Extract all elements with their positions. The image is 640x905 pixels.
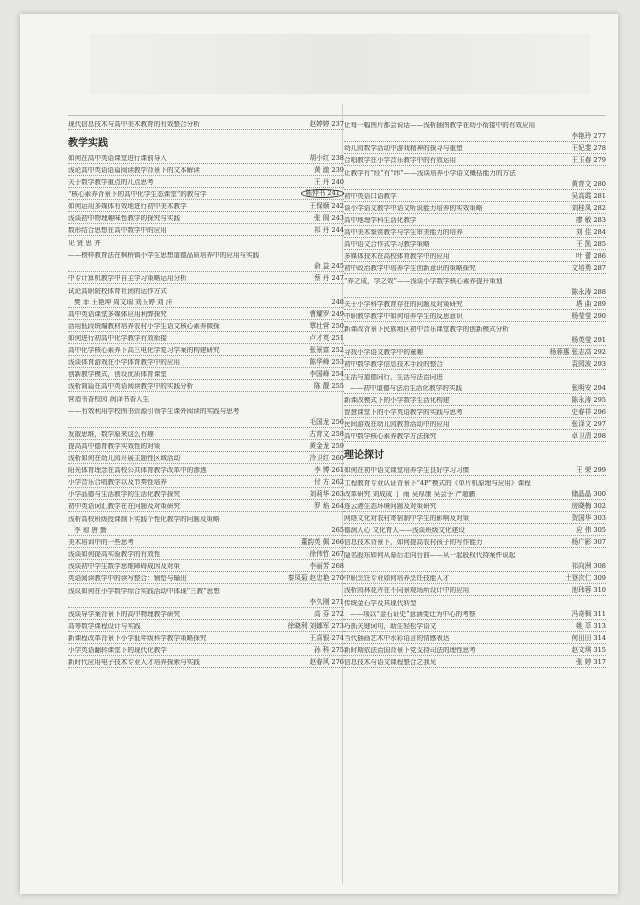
toc-entry: [68, 572, 344, 584]
entry-author-page: 冯奇枫 311: [571, 610, 606, 619]
entry-title: 高中语文合作式学习教学策略: [344, 241, 430, 248]
toc-entry: [68, 620, 344, 632]
entry-author-page: 黄金龙 259: [309, 442, 344, 451]
entry-title: 新时期依法治国背景下党支持司法的理性思考: [344, 647, 476, 654]
entry-author-page: 徐伟哲 267: [309, 550, 344, 559]
toc-entry: [68, 320, 344, 332]
entry-author-page: 李丽芳 268: [309, 562, 344, 571]
entry-author-page: 杨广影 307: [571, 538, 606, 547]
entry-title: 传统金石学及其现代转型: [344, 600, 417, 607]
entry-author-page: 李 博 261: [314, 466, 344, 475]
entry-author-page: 卓卫清 298: [571, 432, 606, 441]
toc-entry: [344, 488, 606, 500]
toc-entry: [344, 310, 606, 322]
entry-author-page: 何田田 314: [571, 634, 606, 643]
toc-entry: [344, 500, 606, 512]
entry-title: 高中化学核心素养下高三电化学复习学案的构建研究: [68, 347, 220, 354]
entry-author-page: 刘 佳 284: [576, 228, 606, 237]
entry-author-page: 池玮蓉 310: [571, 586, 606, 595]
entry-author-page: 董韵英 佩 266: [300, 538, 344, 547]
entry-title: 改革研究 刘成成 丁 雨 吴厚康 吴会予 严超鹏: [344, 491, 476, 498]
entry-title: 让每一幅图片都会说话——浅析插图教学在幼小衔接中的有效应用: [344, 122, 536, 129]
toc-entry: [68, 380, 344, 392]
toc-entry: [344, 298, 606, 310]
toc-entry-title-line: [344, 596, 606, 608]
entry-title: 发散思维，数学原来这么有趣: [68, 431, 154, 438]
entry-author-page: 袁园波 293: [571, 360, 606, 369]
entry-author-page: 应 伟 305: [576, 526, 606, 535]
toc-entry: [68, 200, 344, 212]
toc-entry: [68, 296, 344, 308]
entry-author-page: 文培勇 287: [571, 264, 606, 273]
toc-entry: [68, 632, 344, 644]
entry-author-page: 房晓梅 302: [571, 502, 606, 511]
entry-author-page: 王玉春 279: [571, 156, 606, 165]
entry-author-page: 张泽文 297: [571, 420, 606, 429]
entry-title: 美术培训中的一些思考: [68, 539, 134, 546]
entry-title: 高中地理学科生活化教学: [344, 217, 417, 224]
toc-entry: [344, 620, 606, 632]
entry-title: 浅谈导学案背景下的高中物理教学研究: [68, 611, 181, 618]
toc-entry-title-line: [68, 584, 344, 596]
toc-entry: [344, 464, 606, 476]
entry-title: 初中英语词汇教学在在问题及对策研究: [68, 503, 181, 510]
entry-title: 中职烹饪专业如何培养烹饪技能人才: [344, 575, 450, 582]
entry-title: 连云港生态环境问题及对策研究: [344, 503, 437, 510]
toc-entry: [344, 524, 606, 536]
entry-title: ——项以“金石证史”意涵变迁为中心的考察: [350, 611, 476, 618]
toc-entry: [344, 560, 606, 572]
toc-entry: [344, 130, 606, 142]
toc-entry: [344, 584, 606, 596]
toc-entry: [68, 536, 344, 548]
toc-entry-title-line: [344, 370, 606, 382]
entry-title: 活用低段统编教材培养农村小学生语文核心素养微探: [68, 323, 220, 330]
entry-author-page: 罗 焰 264: [314, 502, 344, 511]
toc-entry: [68, 344, 344, 356]
entry-title: 浅析如何在幼儿园开展主题性区域活动: [68, 455, 181, 462]
entry-author-page: 姚 萃 313: [576, 622, 606, 631]
toc-entry: [344, 202, 606, 214]
entry-title: 工程教育专业认证背景下“4P”模式的《单片机原理与应用》课程: [344, 480, 531, 487]
entry-author-page: 廖 敏 283: [576, 216, 606, 225]
entry-author-page: 刘莉华 263: [309, 490, 344, 499]
section-heading: 理论探讨: [344, 450, 384, 461]
entry-title: 浅谈如何提高实验教学的有效性: [68, 551, 161, 558]
toc-entry: [68, 644, 344, 656]
header-rule: [68, 115, 606, 116]
toc-entry: [344, 536, 606, 548]
toc-entry-title-line: [344, 322, 606, 334]
toc-entry: [68, 524, 344, 536]
entry-author-page: 李国峰 254: [309, 370, 344, 379]
entry-title: 网络文化对农村寄宿制中学生的影响及对策: [344, 515, 470, 522]
entry-title: 智慧课堂下的小学英语教学的实践与思考: [344, 409, 463, 416]
toc-entry: [344, 394, 606, 406]
journal-page: [20, 14, 618, 894]
entry-author-page: 张 阁 243: [314, 214, 344, 223]
entry-title: 如何进行初高中化学教学有效衔接: [68, 335, 167, 342]
toc-entry: [344, 226, 606, 238]
entry-title: 谈小学语文教学中语文听说能力培养的实效策略: [344, 205, 483, 212]
entry-title: 现代信息技术与高中美术教育的有效整合分析: [68, 121, 200, 128]
toc-entry-title-line: [68, 392, 344, 404]
entry-title: 生活与道德同行，生活与法治同进: [344, 374, 443, 381]
toc-entry-title-line: [344, 118, 606, 130]
entry-author-page: 王 荣 299: [576, 466, 606, 475]
toc-entry: [344, 142, 606, 154]
entry-title: 德润人心 文化育人——浅谈班级文化建设: [344, 527, 465, 534]
entry-title: 浅析简篇在高中英语阅读教学中的实践分析: [68, 383, 194, 390]
entry-author-page: 杨蓉惠 张志高 292: [549, 348, 606, 357]
entry-author-page: 王 丹 240: [314, 178, 344, 187]
entry-author-page: 陈华峰 253: [309, 358, 344, 367]
entry-title: 数形结合思想在高中数学中的应用: [68, 227, 167, 234]
entry-author-page: 张景富 252: [309, 346, 344, 355]
entry-title: 创新教学模式，创设优质体育课堂: [68, 371, 167, 378]
entry-title: 关于数学教学重点的几点思考: [68, 179, 154, 186]
entry-author-page: 李艳玲 277: [571, 132, 606, 141]
toc-entry: [68, 152, 344, 164]
entry-title: 阳光体育理念在高校公共体育教学改革中的渗透: [68, 467, 207, 474]
toc-entry: [344, 656, 606, 668]
entry-title: 李 琼 唐 勤: [74, 527, 107, 534]
toc-entry: [68, 118, 344, 130]
toc-entry: [344, 250, 606, 262]
entry-author-page: 陈 靓 255: [314, 382, 344, 391]
entry-author-page: 刘桂凤 282: [571, 204, 606, 213]
toc-entry: [68, 608, 344, 620]
entry-author-page: 赵文琪 315: [571, 646, 606, 655]
toc-entry: [68, 260, 344, 272]
toc-entry-title-line: [68, 404, 344, 416]
toc-entry: [68, 548, 344, 560]
entry-title: 寻找小学语文教学中的童趣: [344, 349, 424, 356]
toc-entry: [68, 416, 344, 428]
toc-entry: [344, 608, 606, 620]
toc-entry: [68, 464, 344, 476]
entry-author-page: 杨英莹 291: [571, 336, 606, 345]
entry-author-page: 吴高霞 281: [571, 192, 606, 201]
entry-author-page: 古育文 258: [309, 430, 344, 439]
entry-author-page: 胡小红 238: [309, 154, 344, 163]
entry-author-page: 265: [331, 526, 344, 535]
toc-entry: [68, 224, 344, 236]
entry-author-page: 毛国龙 256: [309, 418, 344, 427]
toc-entry: [344, 154, 606, 166]
entry-author-page: 徐晓利 刘娜军 273: [287, 622, 344, 631]
toc-entry: [68, 176, 344, 188]
entry-title: 隐名股东如何从幕后走向台前——从一起股权代持案件说起: [344, 552, 516, 559]
entry-author-page: 陈永涛 295: [571, 396, 606, 405]
entry-author-page: 曹耀罗 249: [309, 310, 344, 319]
entry-author-page: 祁 丹 244: [314, 226, 344, 235]
toc-entry: [344, 512, 606, 524]
entry-title: 浅谈初中学生数学思维障碍成因及对策: [68, 563, 181, 570]
entry-title: 浅析园林花卉在不同景观场所设计中的应用: [344, 587, 470, 594]
entry-title: “养之成，学之效”——浅谈小学数学核心素养提升策划: [344, 278, 503, 285]
entry-title: “核心素养背景下的高中化学生态课堂”的教与学: [68, 191, 207, 198]
toc-entry: [68, 596, 344, 608]
entry-author-page: 高 芬 272: [314, 610, 344, 619]
entry-author-page: 塔 曲 289: [576, 300, 606, 309]
toc-entry: [68, 308, 344, 320]
entry-title: 合唱教学在小学音乐教学中的有效运用: [344, 157, 457, 164]
entry-title: 初中数学教学信息技术手段的整合: [344, 361, 443, 368]
entry-title: 试论高职院校体育社团的运作方式: [68, 288, 167, 295]
entry-author-page: 史春祥 296: [571, 408, 606, 417]
toc-entry: [344, 262, 606, 274]
entry-author-page: 贺国华 303: [571, 514, 606, 523]
toc-entry-title-line: [344, 166, 606, 178]
entry-title: 浅议如何在小学数学综合实践活动中体现“三教”思想: [68, 588, 220, 595]
toc-left-column: [68, 118, 344, 668]
toc-entry-title-line: [68, 236, 344, 248]
entry-title: 如何运用多媒体有效地进行初中美术教学: [68, 203, 187, 210]
entry-title: 如何在初中语文课堂培养学生良好学习习惯: [344, 467, 470, 474]
toc-entry: [344, 382, 606, 394]
entry-author-page: 俞 益 245: [314, 262, 344, 271]
entry-title: 小学品德与生活教学的生活化教学探究: [68, 491, 181, 498]
toc-entry: [68, 164, 344, 176]
entry-title: 英语阅读教学中的读写整合：铺垫与输出: [68, 575, 187, 582]
toc-entry: [344, 286, 606, 298]
entry-author-page: 孙 科 275: [314, 646, 344, 655]
entry-author-page: 付 方 262: [314, 478, 344, 487]
entry-author-page: 蔡 丹 247: [314, 274, 344, 283]
toc-entry-title-line: [68, 248, 344, 260]
entry-title: 浅谈初中物理趣味性教学的探究与实践: [68, 215, 181, 222]
toc-entry: [344, 644, 606, 656]
toc-entry: [344, 430, 606, 442]
entry-author-page: 王 凯 285: [576, 240, 606, 249]
toc-entry: [68, 368, 344, 380]
toc-entry: [68, 500, 344, 512]
entry-title: 小学音乐合唱教学以及节奏性培养: [68, 479, 167, 486]
toc-entry: [68, 272, 344, 284]
toc-entry: [68, 476, 344, 488]
toc-entry: [344, 190, 606, 202]
toc-entry: [68, 428, 344, 440]
toc-entry: [344, 214, 606, 226]
toc-entry: [68, 188, 344, 200]
entry-author-page: 祁向洲 308: [571, 562, 606, 571]
entry-title: ——初中道德与法治生活化教学的实践: [350, 385, 463, 392]
entry-title: 浅析高校班级授课制下实践个性化教学的问题及策略: [68, 516, 220, 523]
entry-author-page: 赵婷婷 237: [309, 120, 344, 129]
entry-title: 见 贤 思 齐: [68, 240, 101, 247]
entry-title: 巧抓关键词句，助生轻松学语文: [344, 623, 437, 630]
entry-author-page: 杨莹莹 290: [571, 312, 606, 321]
entry-title: 民间游戏在幼儿园教育活动中的应用: [344, 421, 450, 428]
entry-title: ——有效利用学校图书资源引领学生课外阅读的实践与思考: [68, 408, 240, 415]
entry-title: 幼儿园数学活动中游戏精神的探寻与重塑: [344, 145, 463, 152]
toc-entry: [68, 356, 344, 368]
toc-entry: [344, 334, 606, 346]
toc-entry: [68, 560, 344, 572]
entry-author-page: 李久刚 271: [309, 598, 344, 607]
entry-author-page: 张明安 294: [571, 384, 606, 393]
entry-author-page: 王喜银 274: [309, 634, 344, 643]
entry-title: 中专计算机教学中自主学习策略运用分析: [68, 275, 187, 282]
entry-author-page: 陈仲书 241: [301, 189, 344, 198]
entry-author-page: 储晶晶 300: [571, 490, 606, 499]
entry-author-page: 王保顺 242: [309, 202, 344, 211]
entry-title: 初中英语口语教学: [344, 193, 397, 200]
entry-title: 提高高中德育教学实效性的对策: [68, 443, 161, 450]
toc-right-column: [344, 118, 606, 668]
entry-title: 浅论高中英语语篇阅读教学背景下的文本解读: [68, 167, 200, 174]
entry-title: 高中英语课堂多媒体应用利弊探究: [68, 311, 167, 318]
entry-title: 如何在高中英语课堂进行课前导入: [68, 155, 167, 162]
entry-title: 新课改背景下民族地区初中音乐课堂教学的创新模式分析: [344, 326, 509, 333]
toc-entry: [344, 406, 606, 418]
entry-title: 高中数学核心素养教学方法探究: [344, 433, 437, 440]
entry-author-page: 卢才英 251: [309, 334, 344, 343]
entry-author-page: 黄育文 280: [571, 180, 606, 189]
entry-title: 信息技术背景下，如何提高农村孩子的写作能力: [344, 539, 483, 546]
entry-title: 小学英语翻转课堂下的现代化教学: [68, 647, 167, 654]
entry-author-page: 赵春风 276: [309, 658, 344, 667]
entry-title: 当代插画艺术中水彩语言的情感表达: [344, 635, 450, 642]
toc-entry-title-line: [344, 476, 606, 488]
toc-entry-title-line: [68, 284, 344, 296]
entry-title: 中职教学教学中如何培养学生的反思意识: [344, 313, 463, 320]
toc-entry: [68, 656, 344, 668]
entry-title: 樊 菲 王艳坤 周文瑞 刘玉婷 刘 洋: [74, 299, 173, 306]
toc-entry: [68, 440, 344, 452]
toc-entry: [344, 358, 606, 370]
section-heading: 教学实践: [68, 138, 108, 149]
toc-entry-title-line: [344, 274, 606, 286]
entry-title: 多媒体技术在高校体育教学中的应用: [344, 253, 450, 260]
entry-title: ——榜样教育法在枫桥镇小学生思想道德品质培养中的应用与实践: [68, 252, 260, 259]
entry-author-page: 王妃斐 278: [571, 144, 606, 153]
entry-title: 高等数学课程设计与实践: [68, 623, 141, 630]
entry-author-page: 覃壮营 250: [309, 322, 344, 331]
toc-entry: [344, 632, 606, 644]
entry-title: 高中美术鉴赏教学与学生审美能力的培养: [344, 229, 463, 236]
entry-title: 新时代应用电子技术专业人才培养探索与实践: [68, 659, 200, 666]
entry-author-page: 冷卫红 260: [309, 454, 344, 463]
toc-entry-title-line: [68, 512, 344, 524]
entry-title: 让教学有“经”有“纬”——浅谈培养小学语文概括能力的方法: [344, 170, 516, 177]
toc-entry: [344, 418, 606, 430]
toc-entry: [344, 572, 606, 584]
entry-author-page: 叶 蕾 286: [576, 252, 606, 261]
toc-entry: [68, 332, 344, 344]
entry-author-page: 张 婷 317: [576, 658, 606, 667]
toc-entry: [344, 178, 606, 190]
toc-entry: [344, 238, 606, 250]
entry-author-page: 248: [331, 298, 344, 307]
toc-entry: [68, 488, 344, 500]
entry-author-page: 土登次仁 309: [564, 574, 606, 583]
entry-title: 浅谈体育游戏在小学体育教学中的应用: [68, 359, 181, 366]
entry-title: 新课程改革背景下小学低年级科学教学策略探究: [68, 635, 207, 642]
scan-smudge: [90, 34, 590, 94]
toc-entry: [344, 346, 606, 358]
toc-entry: [68, 452, 344, 464]
entry-author-page: 黄 澈 239: [314, 166, 344, 175]
entry-author-page: 陈永涛 288: [571, 288, 606, 297]
toc-entry-title-line: [344, 548, 606, 560]
entry-title: 信息技术与语文课程整合之我见: [344, 659, 437, 666]
entry-title: 新课改模式下的小学数学生活化构建: [344, 397, 450, 404]
entry-title: 初中政治教学中培养学生创新意识的策略探究: [344, 265, 476, 272]
entry-author-page: 秦凤菊 赵忠艳 270: [287, 574, 344, 583]
entry-title: 关于小学科学教育存在的问题及对策研究: [344, 301, 463, 308]
toc-entry: [68, 212, 344, 224]
entry-title: 营造书香校园 润泽书香人生: [68, 396, 150, 403]
